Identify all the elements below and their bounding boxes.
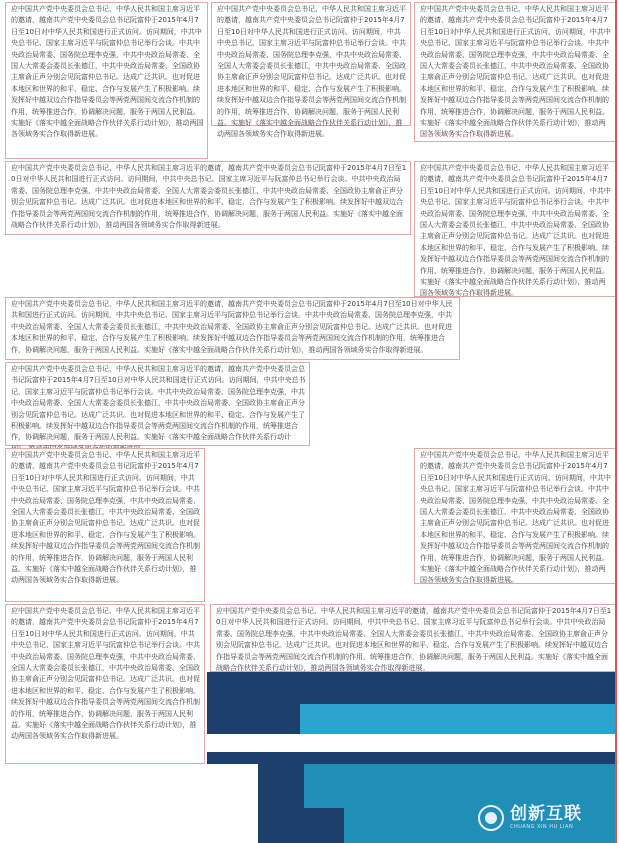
article-text: 应中国共产党中央委员会总书记、中华人民共和国主席习近平的邀请，越南共产党中央委员会总书记阮富仲于2015年4月7日至10日对中华人民共和国进行正式访问。访问期间，中共中央总书记、国家主席习近平与阮富仲总书记举行会谈。中共中央政治局常委、国务院总理李克强，中共中央政治局常委、全国人大常委会委员长张德江，中共中央政治局常委、全国政协主席俞正声分别会见阮富仲总书记。达成广泛共识。也对促进本地区和世界的和平、稳定、合作与发展产生了积极影响。续发挥好中越双边合作指导委员会等两党两国间交流合作机制的作用，统筹推进合作，协调解决问题，服务于两国人民利益。实施好《落实中越全面战略合作伙伴关系行动计划》，推动两国各领域务实合作取得新进展。 xyxy=(217,5,406,139)
navy-footer-strip xyxy=(258,764,304,843)
article-box-5 xyxy=(414,161,616,297)
article-box-1 xyxy=(5,2,208,159)
article-box-2 xyxy=(211,2,411,139)
article-box-11 xyxy=(210,604,616,672)
article-text: 应中国共产党中央委员会总书记、中华人民共和国主席习近平的邀请，越南共产党中央委员会总书记阮富仲于2015年4月7日至10日对中华人民共和国进行正式访问。访问期间，中共中央总书记、国家主席习近平与阮富仲总书记举行会谈。中共中央政治局常委、国务院总理李克强，中共中央政治局常委、全国人大常委会委员长张德江，中共中央政治局常委、全国政协主席俞正声分别会见阮富仲总书记。达成广泛共识。也对促进本地区和世界的和平、稳定、合作与发展产生了积极影响。续发挥好中越双边合作指导委员会等两党两国间交流合作机制的作用，统筹推进合作，协调解决问题，服务于两国人民利益。实施好《落实中越全面战略合作伙伴关系行动计划》，推动两国各领域务实合作取得新进展。 xyxy=(11,164,407,230)
article-box-8 xyxy=(5,448,205,602)
white-band xyxy=(207,734,616,752)
article-text: 应中国共产党中央委员会总书记、中华人民共和国主席习近平的邀请，越南共产党中央委员会总书记阮富仲于2015年4月7日至10日对中华人民共和国进行正式访问。访问期间，中共中央总书记、国家主席习近平与阮富仲总书记举行会谈。中共中央政治局常委、国务院总理李克强，中共中央政治局常委、全国人大常委会委员长张德江，中共中央政治局常委、全国政协主席俞正声分别会见阮富仲总书记。达成广泛共识。也对促进本地区和世界的和平、稳定、合作与发展产生了积极影响。续发挥好中越双边合作指导委员会等两党两国间交流合作机制的作用，统筹推进合作，协调解决问题，服务于两国人民利益。实施好《落实中越全面战略合作伙伴关系行动计划》，推动两国各领域务实合作取得新进展。 xyxy=(11,451,200,585)
article-box-3 xyxy=(414,2,616,142)
article-text: 应中国共产党中央委员会总书记、中华人民共和国主席习近平的邀请，越南共产党中央委员会总书记阮富仲于2015年4月7日至10日对中华人民共和国进行正式访问。访问期间，中共中央总书记、国家主席习近平与阮富仲总书记举行会谈。中共中央政治局常委、国务院总理李克强，中共中央政治局常委、全国人大常委会委员长张德江，中共中央政治局常委、全国政协主席俞正声分别会见阮富仲总书记。达成广泛共识。也对促进本地区和世界的和平、稳定、合作与发展产生了积极影响。续发挥好中越双边合作指导委员会等两党两国间交流合作机制的作用，统筹推进合作，协调解决问题，服务于两国人民利益。实施好《落实中越全面战略合作伙伴关系行动计 xyxy=(11,365,306,442)
article-box-9 xyxy=(414,448,616,584)
watermark-logo xyxy=(478,796,616,840)
article-box-7 xyxy=(5,362,310,446)
article-text: 应中国共产党中央委员会总书记、中华人民共和国主席习近平的邀请，越南共产党中央委员会总书记阮富仲于2015年4月7日至10日对中华人民共和国进行正式访问。访问期间，中共中央总书记、国家主席习近平与阮富仲总书记举行会谈。中共中央政治局常委、国务院总理李克强，中共中央政治局常委、全国人大常委会委员长张德江，中共中央政治局常委、全国政协主席俞正声分别会见阮富仲总书记。达成广泛共识。也对促进本地区和世界的和平、稳定、合作与发展产生了积极影响。续发挥好中越双边合作指导委员会等两党两国间交流合作机制的作用，统筹推进合作，协调解决问题，服务于两国人民利益。实施好《落实中越全面战略合作伙伴关系行动计划》，推动两国各领域务实合作取得新进展。 xyxy=(11,300,453,354)
article-text: 应中国共产党中央委员会总书记、中华人民共和国主席习近平的邀请，越南共产党中央委员会总书记阮富仲于2015年4月7日至10日对中华人民共和国进行正式访问。访问期间，中共中央总书记、国家主席习近平与阮富仲总书记举行会谈。中共中央政治局常委、国务院总理李克强，中共中央政治局常委、全国人大常委会委员长张德江，中共中央政治局常委、全国政协主席俞正声分别会见阮富仲总书记。达成广泛共识。也对促进本地区和世界的和平、稳定、合作与发展产生了积极影响。续发挥好中越双边合作指导委员会等两党两国间交流合作机制的作用，统筹推进合作，协调解决问题，服务于两国人民利益。实施好《落实中越全面战略合作伙伴关系行动计划》，推动两国各领域务实合作取得新进展。 xyxy=(11,5,204,139)
article-text: 应中国共产党中央委员会总书记、中华人民共和国主席习近平的邀请，越南共产党中央委员会总书记阮富仲于2015年4月7日至10日对中华人民共和国进行正式访问。访问期间，中共中央总书记、国家主席习近平与阮富仲总书记举行会谈。中共中央政治局常委、国务院总理李克强，中共中央政治局常委、全国人大常委会委员长张德江，中共中央政治局常委、全国政协主席俞正声分别会见阮富仲总书记。达成广泛共识。也对促进本地区和世界的和平、稳定、合作与发展产生了积极影响。续发挥好中越双边合作指导委员会等两党两国间交流合作机制的作用，统筹推进合作，协调解决问题，服务于两国人民利益。实施好《落实中越全面战略合作伙伴关系行动计划》，推动两国各领域务实合作取得新进展。 xyxy=(11,607,200,741)
article-box-6 xyxy=(5,297,460,360)
right-edge-marker xyxy=(615,0,617,843)
article-box-4 xyxy=(5,161,411,235)
article-text: 应中国共产党中央委员会总书记、中华人民共和国主席习近平的邀请，越南共产党中央委员会总书记阮富仲于2015年4月7日至10日对中华人民共和国进行正式访问。访问期间，中共中央总书记、国家主席习近平与阮富仲总书记举行会谈。中共中央政治局常委、国务院总理李克强，中共中央政治局常委、全国人大常委会委员长张德江，中共中央政治局常委、全国政协主席俞正声分别会见阮富仲总书记。达成广泛共识。也对促进本地区和世界的和平、稳定、合作与发展产生了积极影响。续发挥好中越双边合作指导委员会等两党两国间交流合作机制的作用，统筹推进合作，协调解决问题，服务于两国人民利益。实施好《落实中越全面战略合作伙伴关系行动计划》，推动两国各领域务实合作取得新进展。 xyxy=(420,451,611,585)
logo-name-en: CHUANG XIN HU LIAN xyxy=(510,824,574,830)
logo-name-cn: 创新互联 xyxy=(510,804,582,824)
cyan-band xyxy=(300,704,616,734)
article-text: 应中国共产党中央委员会总书记、中华人民共和国主席习近平的邀请，越南共产党中央委员会总书记阮富仲于2015年4月7日至10日对中华人民共和国进行正式访问。访问期间，中共中央总书记、国家主席习近平与阮富仲总书记举行会谈。中共中央政治局常委、国务院总理李克强，中共中央政治局常委、全国人大常委会委员长张德江，中共中央政治局常委、全国政协主席俞正声分别会见阮富仲总书记。达成广泛共识。也对促进本地区和世界的和平、稳定、合作与发展产生了积极影响。续发挥好中越双边合作指导委员会等两党两国间交流合作机制的作用，统筹推进合作，协调解决问题，服务于两国人民利益。实施好《落实中越全面战略合作伙伴关系行动计划》，推动两国各领域务实合作取得新进展。 xyxy=(216,607,612,673)
article-box-10 xyxy=(5,604,205,764)
navy-footer-square xyxy=(304,808,344,843)
swirl-logo-icon xyxy=(478,805,504,831)
article-text: 应中国共产党中央委员会总书记、中华人民共和国主席习近平的邀请，越南共产党中央委员会总书记阮富仲于2015年4月7日至10日对中华人民共和国进行正式访问。访问期间，中共中央总书记、国家主席习近平与阮富仲总书记举行会谈。中共中央政治局常委、国务院总理李克强，中共中央政治局常委、全国人大常委会委员长张德江，中共中央政治局常委、全国政协主席俞正声分别会见阮富仲总书记。达成广泛共识。也对促进本地区和世界的和平、稳定、合作与发展产生了积极影响。续发挥好中越双边合作指导委员会等两党两国间交流合作机制的作用，统筹推进合作，协调解决问题，服务于两国人民利益。实施好《落实中越全面战略合作伙伴关系行动计划》，推动两国各领域务实合作取得新进展。 xyxy=(420,5,611,139)
article-text: 应中国共产党中央委员会总书记、中华人民共和国主席习近平的邀请，越南共产党中央委员会总书记阮富仲于2015年4月7日至10日对中华人民共和国进行正式访问。访问期间，中共中央总书记、国家主席习近平与阮富仲总书记举行会谈。中共中央政治局常委、国务院总理李克强，中共中央政治局常委、全国人大常委会委员长张德江，中共中央政治局常委、全国政协主席俞正声分别会见阮富仲总书记。达成广泛共识。也对促进本地区和世界的和平、稳定、合作与发展产生了积极影响。续发挥好中越双边合作指导委员会等两党两国间交流合作机制的作用，统筹推进合作，协调解决问题，服务于两国人民利益。实施好《落实中越全面战略合作伙伴关系行动计划》，推动两国各领域务实合作取得新进展。 xyxy=(420,164,611,298)
